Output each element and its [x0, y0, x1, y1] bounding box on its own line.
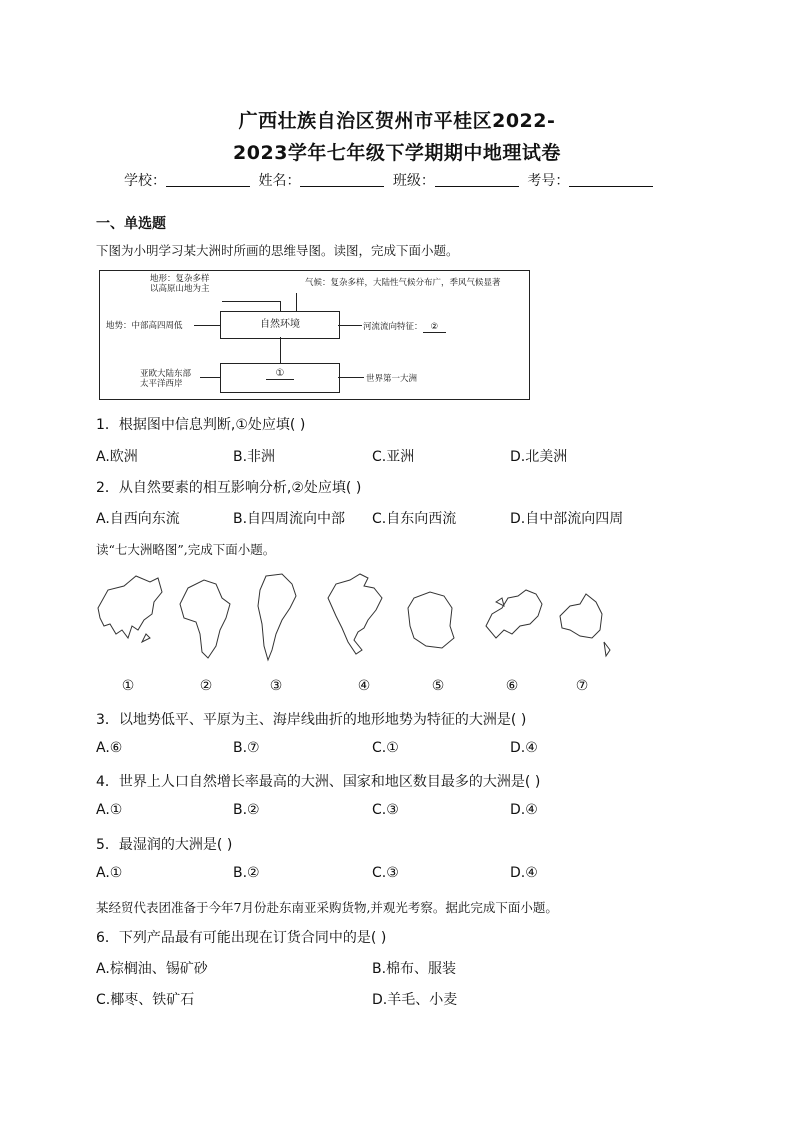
continent-6-europe	[486, 590, 542, 638]
q1-option-a[interactable]: A.欧洲	[96, 449, 138, 465]
q2-option-b[interactable]: B.自四周流向中部	[233, 511, 346, 527]
q4-option-c[interactable]: C.③	[372, 802, 399, 818]
mm-area: 世界第一大洲	[366, 374, 418, 384]
continent-label-6: ⑥	[505, 678, 519, 694]
mm-line	[338, 377, 364, 378]
mind-map-diagram	[99, 270, 530, 400]
q4-option-b[interactable]: B.②	[233, 802, 260, 818]
mm-location1: 亚欧大陆东部	[140, 369, 192, 379]
q2-option-a[interactable]: A.自西向东流	[96, 511, 180, 527]
q3-option-d[interactable]: D.④	[510, 740, 538, 756]
exam-no-blank	[569, 172, 653, 187]
mm-line	[222, 301, 280, 302]
student-info-line	[124, 170, 657, 190]
q6-option-a[interactable]: A.棕榈油、锡矿砂	[96, 961, 208, 977]
q5-option-a[interactable]: A.①	[96, 865, 123, 881]
q5-option-c[interactable]: C.③	[372, 865, 399, 881]
mm-rivers	[363, 322, 446, 333]
name-blank	[300, 172, 384, 187]
question-3: 3．以地势低平、平原为主、海岸线曲折的地形地势为特征的大洲是( )	[96, 712, 527, 728]
mm-line	[280, 301, 281, 311]
intro-mindmap: 下图为小明学习某大洲时所画的思维导图。读图，完成下面小题。	[96, 243, 459, 258]
q5-option-d[interactable]: D.④	[510, 865, 538, 881]
mm-rivers-blank: ②	[423, 322, 447, 333]
question-6: 6．下列产品最有可能出现在订货合同中的是( )	[96, 930, 387, 946]
mm-bottom-box	[220, 363, 340, 393]
intro-trade: 某经贸代表团准备于今年7月份赴东南亚采购货物,并观光考察。据此完成下面小题。	[96, 900, 558, 915]
q6-option-b[interactable]: B.棉布、服装	[372, 961, 457, 977]
question-2: 2．从自然要素的相互影响分析,②处应填( )	[96, 480, 362, 496]
mm-line	[194, 325, 220, 326]
mm-line	[338, 325, 362, 326]
q1-option-d[interactable]: D.北美洲	[510, 449, 568, 465]
q1-option-c[interactable]: C.亚洲	[372, 449, 415, 465]
continent-4-north-america	[328, 574, 382, 654]
continent-7-oceania	[560, 594, 610, 656]
mm-rivers-label: 河流流向特征：	[363, 322, 423, 332]
q1-option-b[interactable]: B.非洲	[233, 449, 276, 465]
name-label: 姓名：	[258, 173, 301, 189]
question-4: 4．世界上人口自然增长率最高的大洲、国家和地区数目最多的大洲是( )	[96, 774, 541, 790]
section-heading: 一、单选题	[96, 216, 166, 232]
q2-option-d[interactable]: D.自中部流向四周	[510, 511, 624, 527]
mm-terrain2: 以高原山地为主	[150, 284, 210, 294]
q3-option-b[interactable]: B.⑦	[233, 740, 260, 756]
mm-climate: 气候：复杂多样，大陆性气候分布广，季风气候显著	[305, 278, 501, 288]
exam-title-line1: 广西壮族自治区贺州市平桂区2022-	[238, 110, 556, 132]
exam-no-label: 考号：	[527, 173, 570, 189]
class-label: 班级：	[392, 173, 435, 189]
question-5: 5．最湿润的大洲是( )	[96, 837, 233, 853]
continent-label-2: ②	[199, 678, 213, 694]
question-1: 1．根据图中信息判断,①处应填( )	[96, 417, 306, 433]
continents-sketch	[92, 568, 632, 668]
continent-1-asia	[98, 576, 162, 642]
mm-bottom-blank: ①	[266, 368, 295, 380]
school-label: 学校：	[124, 173, 166, 189]
q4-option-d[interactable]: D.④	[510, 802, 538, 818]
continent-label-3: ③	[269, 678, 283, 694]
school-blank	[166, 172, 250, 187]
mm-line	[200, 377, 220, 378]
mm-terrain: 地形：复杂多样	[150, 274, 210, 284]
mm-line	[280, 337, 281, 363]
q6-option-c[interactable]: C.椰枣、铁矿石	[96, 992, 195, 1008]
continent-5-antarctica	[408, 592, 454, 648]
continent-label-1: ①	[121, 678, 135, 694]
continent-label-5: ⑤	[431, 678, 445, 694]
continent-label-7: ⑦	[575, 678, 589, 694]
class-blank	[435, 172, 519, 187]
q3-option-c[interactable]: C.①	[372, 740, 399, 756]
q4-option-a[interactable]: A.①	[96, 802, 123, 818]
mm-location2: 太平洋西岸	[140, 379, 183, 389]
mm-landform: 地势：中部高四周低	[106, 321, 183, 331]
intro-continents: 读“七大洲略图”,完成下面小题。	[96, 542, 276, 557]
q5-option-b[interactable]: B.②	[233, 865, 260, 881]
continent-3-south-america	[258, 574, 296, 660]
continent-label-4: ④	[357, 678, 371, 694]
q2-option-c[interactable]: C.自东向西流	[372, 511, 457, 527]
continent-2-africa	[180, 580, 230, 658]
q6-option-d[interactable]: D.羊毛、小麦	[372, 992, 458, 1008]
mm-line	[296, 293, 297, 311]
exam-title-line2: 2023学年七年级下学期期中地理试卷	[233, 142, 561, 164]
mm-center-box: 自然环境	[220, 311, 340, 339]
q3-option-a[interactable]: A.⑥	[96, 740, 123, 756]
